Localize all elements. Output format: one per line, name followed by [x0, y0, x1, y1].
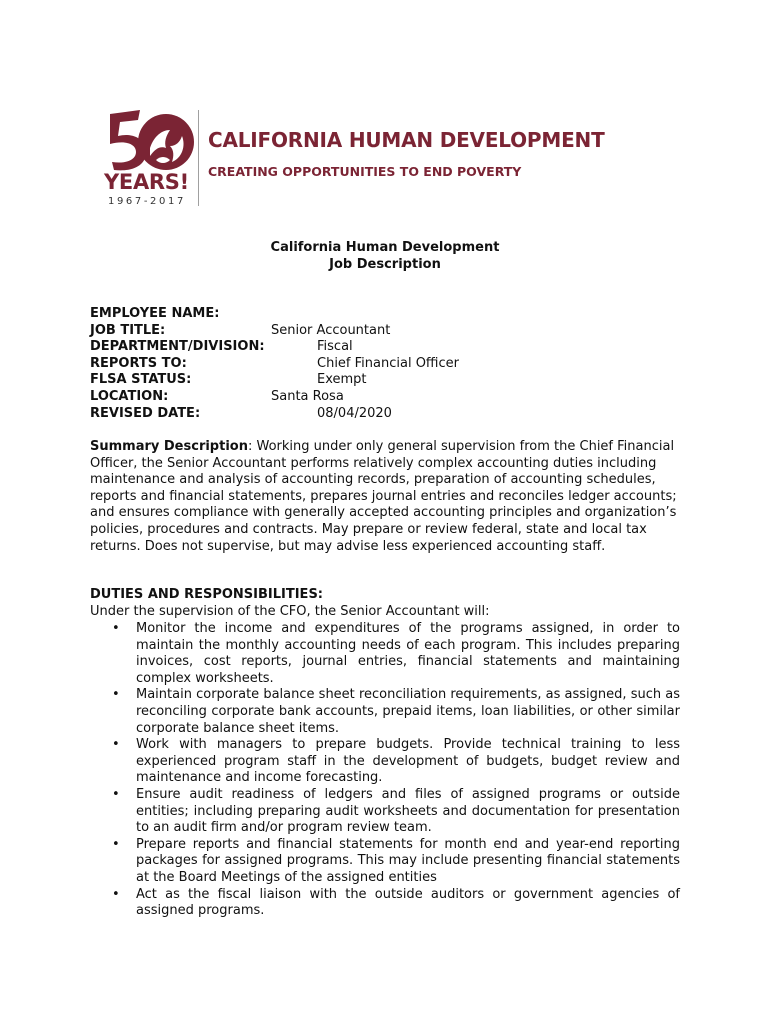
field-value: Fiscal: [317, 339, 353, 355]
field-label: REVISED DATE:: [90, 405, 201, 421]
field-value: 08/04/2020: [317, 405, 392, 421]
summary-description: [90, 439, 680, 555]
field-value: Exempt: [317, 372, 367, 388]
bullet-icon: •: [112, 786, 120, 802]
list-item: [90, 787, 680, 837]
field-value: Santa Rosa: [271, 389, 344, 404]
document-title: California Human Development: [270, 240, 500, 255]
duty-text: Prepare reports and financial statements for month end and year-end reporting packages for assigned programs. This may include presenting financial statements at the Board Meetings of the assigned entities: [136, 836, 680, 885]
duty-text: Ensure audit readiness of ledgers and files of assigned programs or outside entities; including preparing audit worksheets and documentation for presentation to an audit firm and/or program review team.: [136, 786, 680, 836]
bullet-icon: •: [112, 737, 120, 753]
bullet-icon: •: [112, 836, 120, 852]
list-item: [90, 621, 680, 687]
field-label: FLSA STATUS:: [90, 372, 192, 388]
field-label: DEPARTMENT/DIVISION:: [90, 339, 265, 355]
organization-logo: [100, 106, 630, 211]
duty-text: Act as the fiscal liaison with the outside auditors or government agencies of assigned programs.: [136, 886, 680, 919]
field-label: REPORTS TO:: [90, 355, 187, 371]
duties-intro: Under the supervision of the CFO, the Senior Accountant will:: [90, 604, 490, 619]
duty-text: Monitor the income and expenditures of the programs assigned, in order to maintain the monthly accounting needs of each program. This includes preparing invoices, cost reports, journal entries, financial statements and maintaining complex worksheets.: [136, 621, 680, 686]
logo-tagline: CREATING OPPORTUNITIES TO END POVERTY: [208, 164, 522, 179]
field-label: LOCATION:: [90, 389, 169, 404]
field-value: Chief Financial Officer: [317, 355, 459, 371]
duty-text: Work with managers to prepare budgets. Provide technical training to less experienced program staff in the development of budgets, budget review and maintenance and income forecasting.: [136, 737, 680, 786]
summary-label: Summary Description: [90, 439, 248, 454]
list-item: [90, 737, 680, 787]
list-item: [90, 837, 680, 887]
duty-text: Maintain corporate balance sheet reconciliation requirements, as assigned, such as reconciling corporate bank accounts, prepaid items, loan liabilities, or other similar corporate balance sheet items.: [136, 687, 680, 736]
duties-heading: DUTIES AND RESPONSIBILITIES:: [90, 587, 324, 602]
bullet-icon: •: [112, 621, 120, 636]
logo-divider: [198, 110, 199, 206]
logo-organization-name: CALIFORNIA HUMAN DEVELOPMENT: [208, 128, 605, 152]
logo-years-text: YEARS!: [104, 170, 189, 194]
document-subtitle: Job Description: [329, 257, 441, 272]
list-item: [90, 887, 680, 920]
list-item: [90, 687, 680, 737]
field-label: JOB TITLE:: [90, 322, 166, 338]
bullet-icon: •: [112, 687, 120, 703]
summary-text: : Working under only general supervision from the Chief Financial Officer, the Senior Accountant performs relatively complex accounting duties including maintenance and analysis of accounting records, preparation of accounting schedules, reports and financial statements, prepares journal entries and reconciles ledger accounts; and ensures compliance with generally accepted accounting principles and organization’s policies, procedures and contracts. May prepare or review federal, state and local tax returns. Does not supervise, but may advise less experienced accounting staff.: [90, 439, 677, 554]
field-label: EMPLOYEE NAME:: [90, 306, 220, 321]
duties-list: [90, 621, 680, 920]
field-value: Senior Accountant: [271, 322, 391, 338]
bullet-icon: •: [112, 886, 120, 902]
logo-year-range: 1967-2017: [108, 196, 186, 207]
